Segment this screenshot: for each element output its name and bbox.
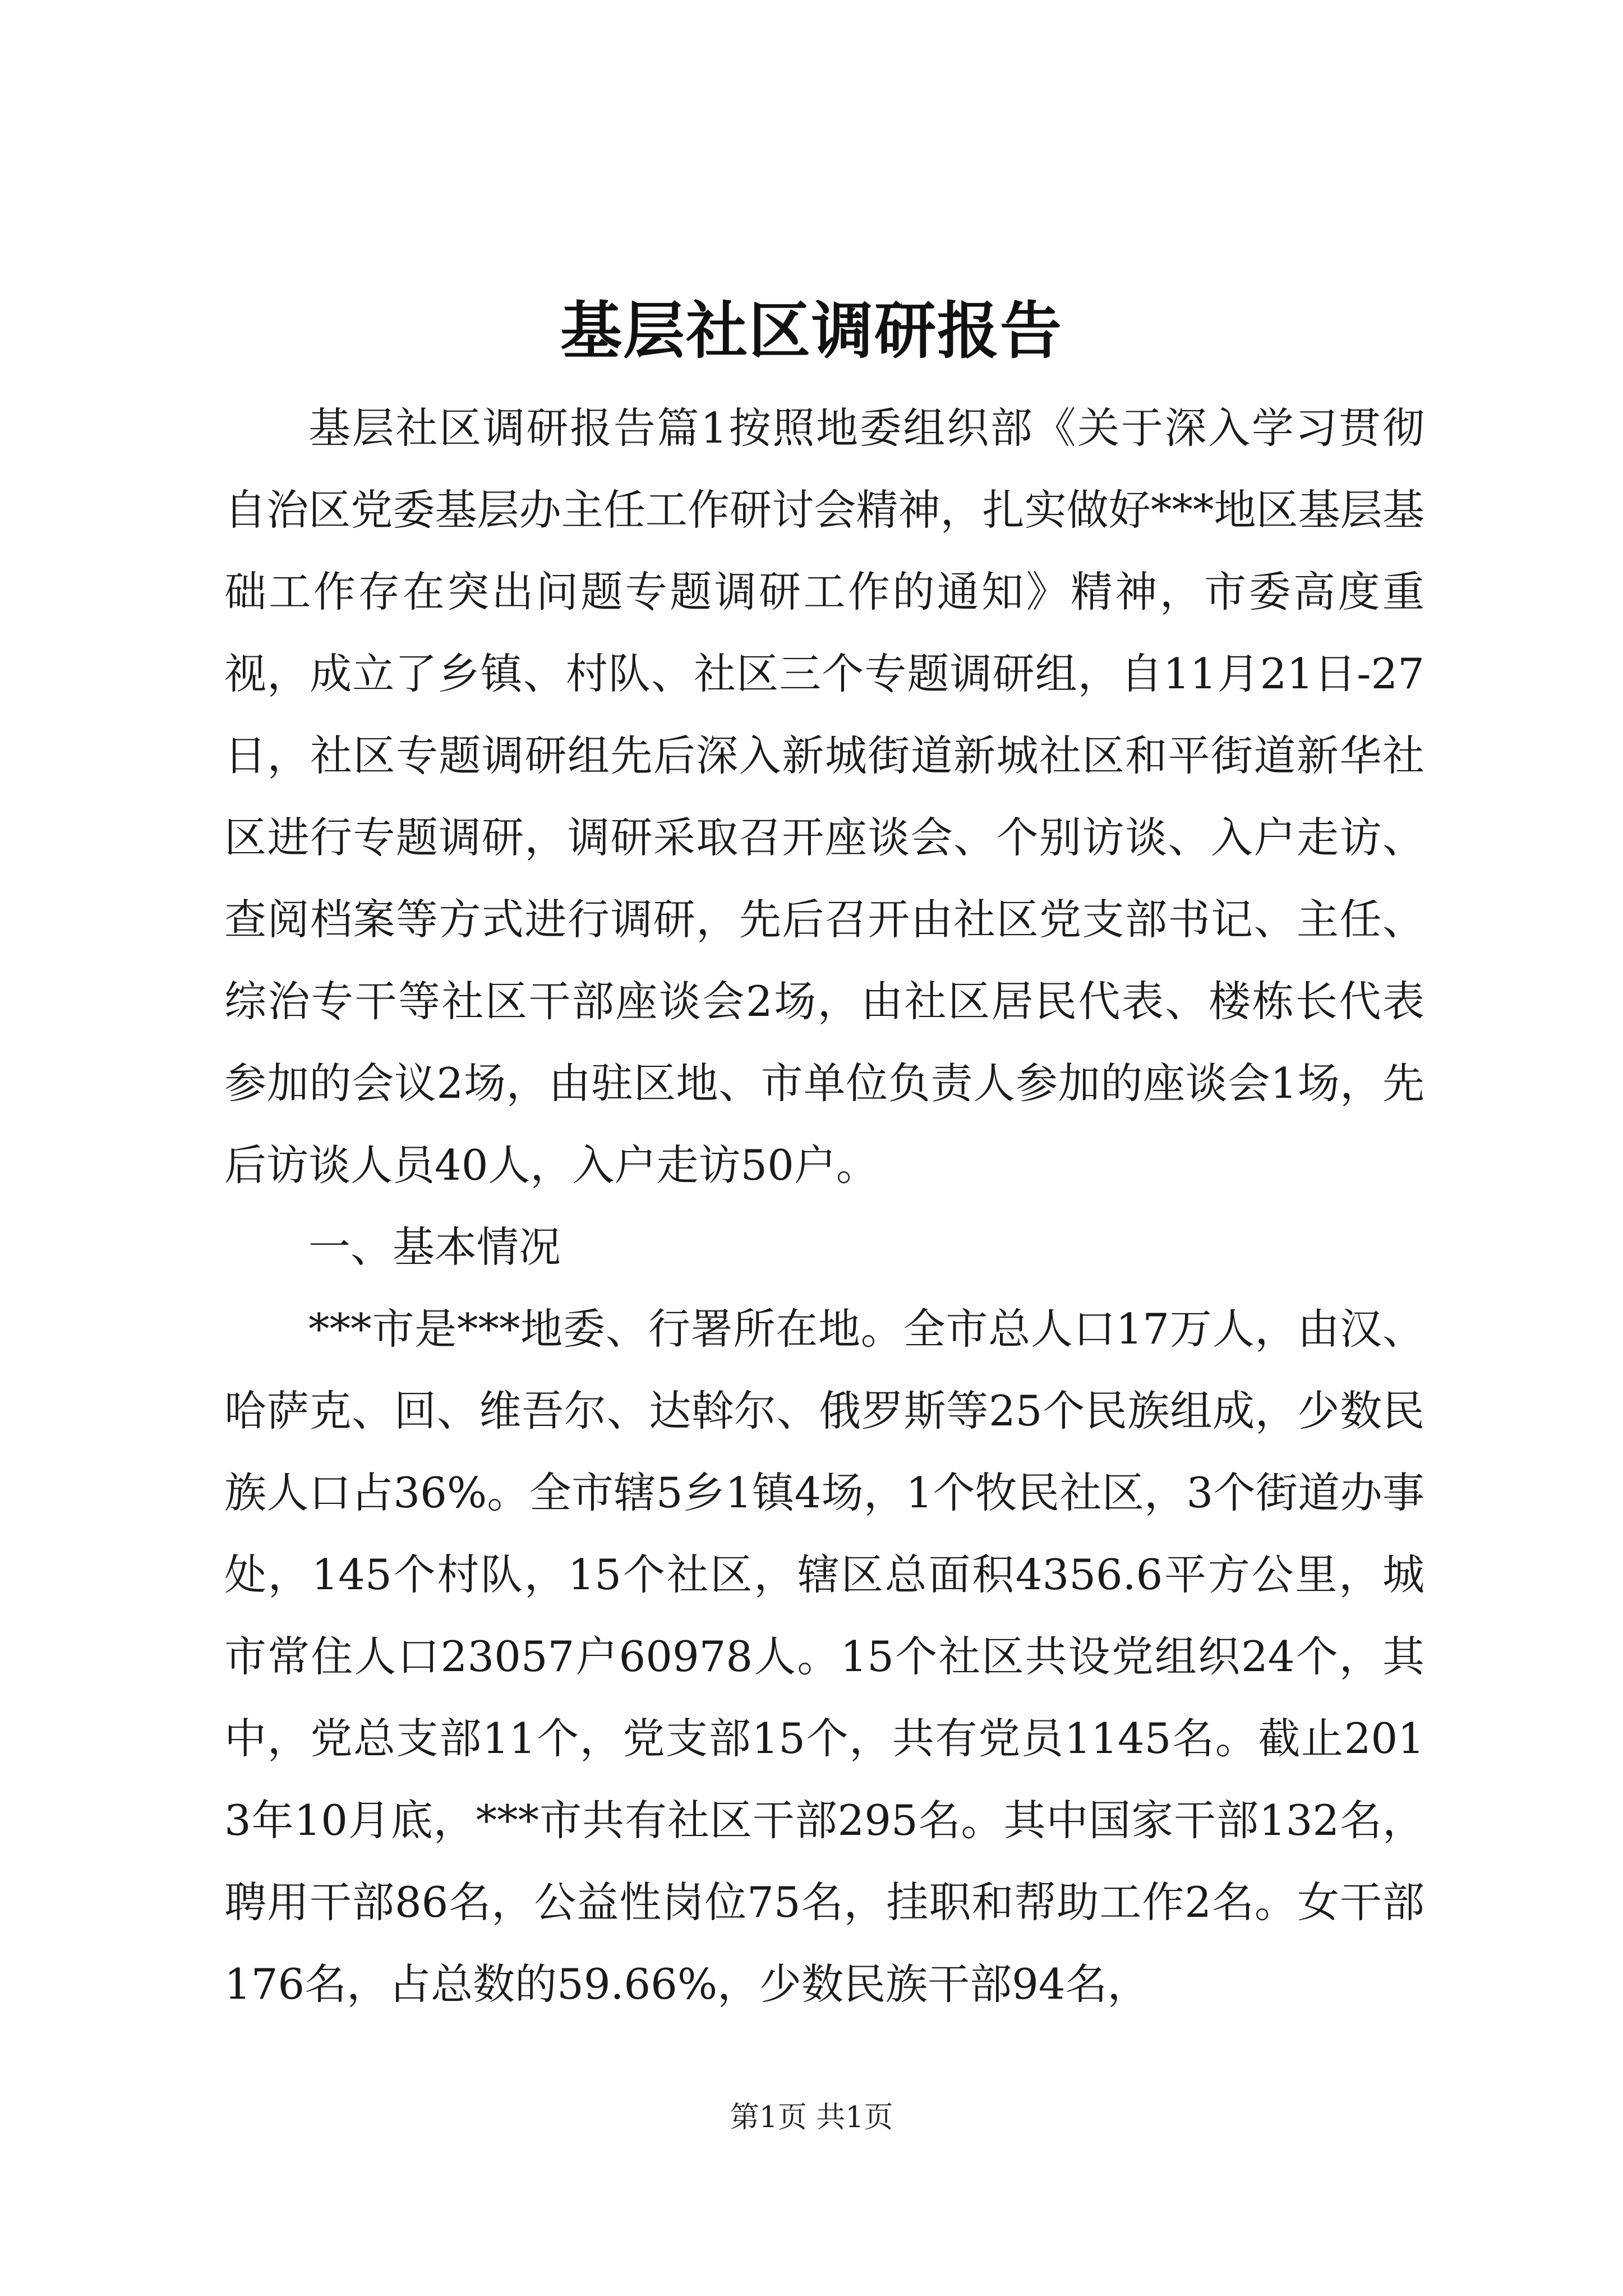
paragraph-basic-situation: ***市是***地委、行署所在地。全市总人口17万人，由汉、哈萨克、回、维吾尔、达斡尔、俄罗斯等25个民族组成，少数民族人口占36%。全市辖5乡1镇4场，1个牧民社区，3个街道办事处，145个村队，15个社区，辖区总面积4356.6平方公里，城市常住人口23057户60978人。15个社区共设党组织24个，其中，党总支部11个，党支部15个，共有党员1145名。截止2013年10月底，***市共有社区干部295名。其中国家干部132名，聘用干部86名，公益性岗位75名，挂职和帮助工作2名。女干部176名，占总数的59.66%，少数民族干部94名， (224, 1304, 1424, 2009)
document-body (224, 387, 1424, 2025)
page-footer: 第1页 共1页 (730, 2101, 893, 2134)
section-heading-basic-situation: 一、基本情况 (308, 1222, 561, 1272)
paragraph-intro: 基层社区调研报告篇1按照地委组织部《关于深入学习贯彻自治区党委基层办主任工作研讨会精神，扎实做好***地区基层基础工作存在突出问题专题调研工作的通知》精神，市委高度重视，成立了乡镇、村队、社区三个专题调研组，自11月21日-27日，社区专题调研组先后深入新城街道新城社区和平街道新华社区进行专题调研，调研采取召开座谈会、个别访谈、入户走访、查阅档案等方式进行调研，先后召开由社区党支部书记、主任、综治专干等社区干部座谈会2场，由社区居民代表、楼栋长代表参加的会议2场，由驻区地、市单位负责人参加的座谈会1场，先后访谈人员40人，入户走访50户。 (224, 403, 1424, 1190)
document-title: 基层社区调研报告 (560, 295, 1063, 367)
